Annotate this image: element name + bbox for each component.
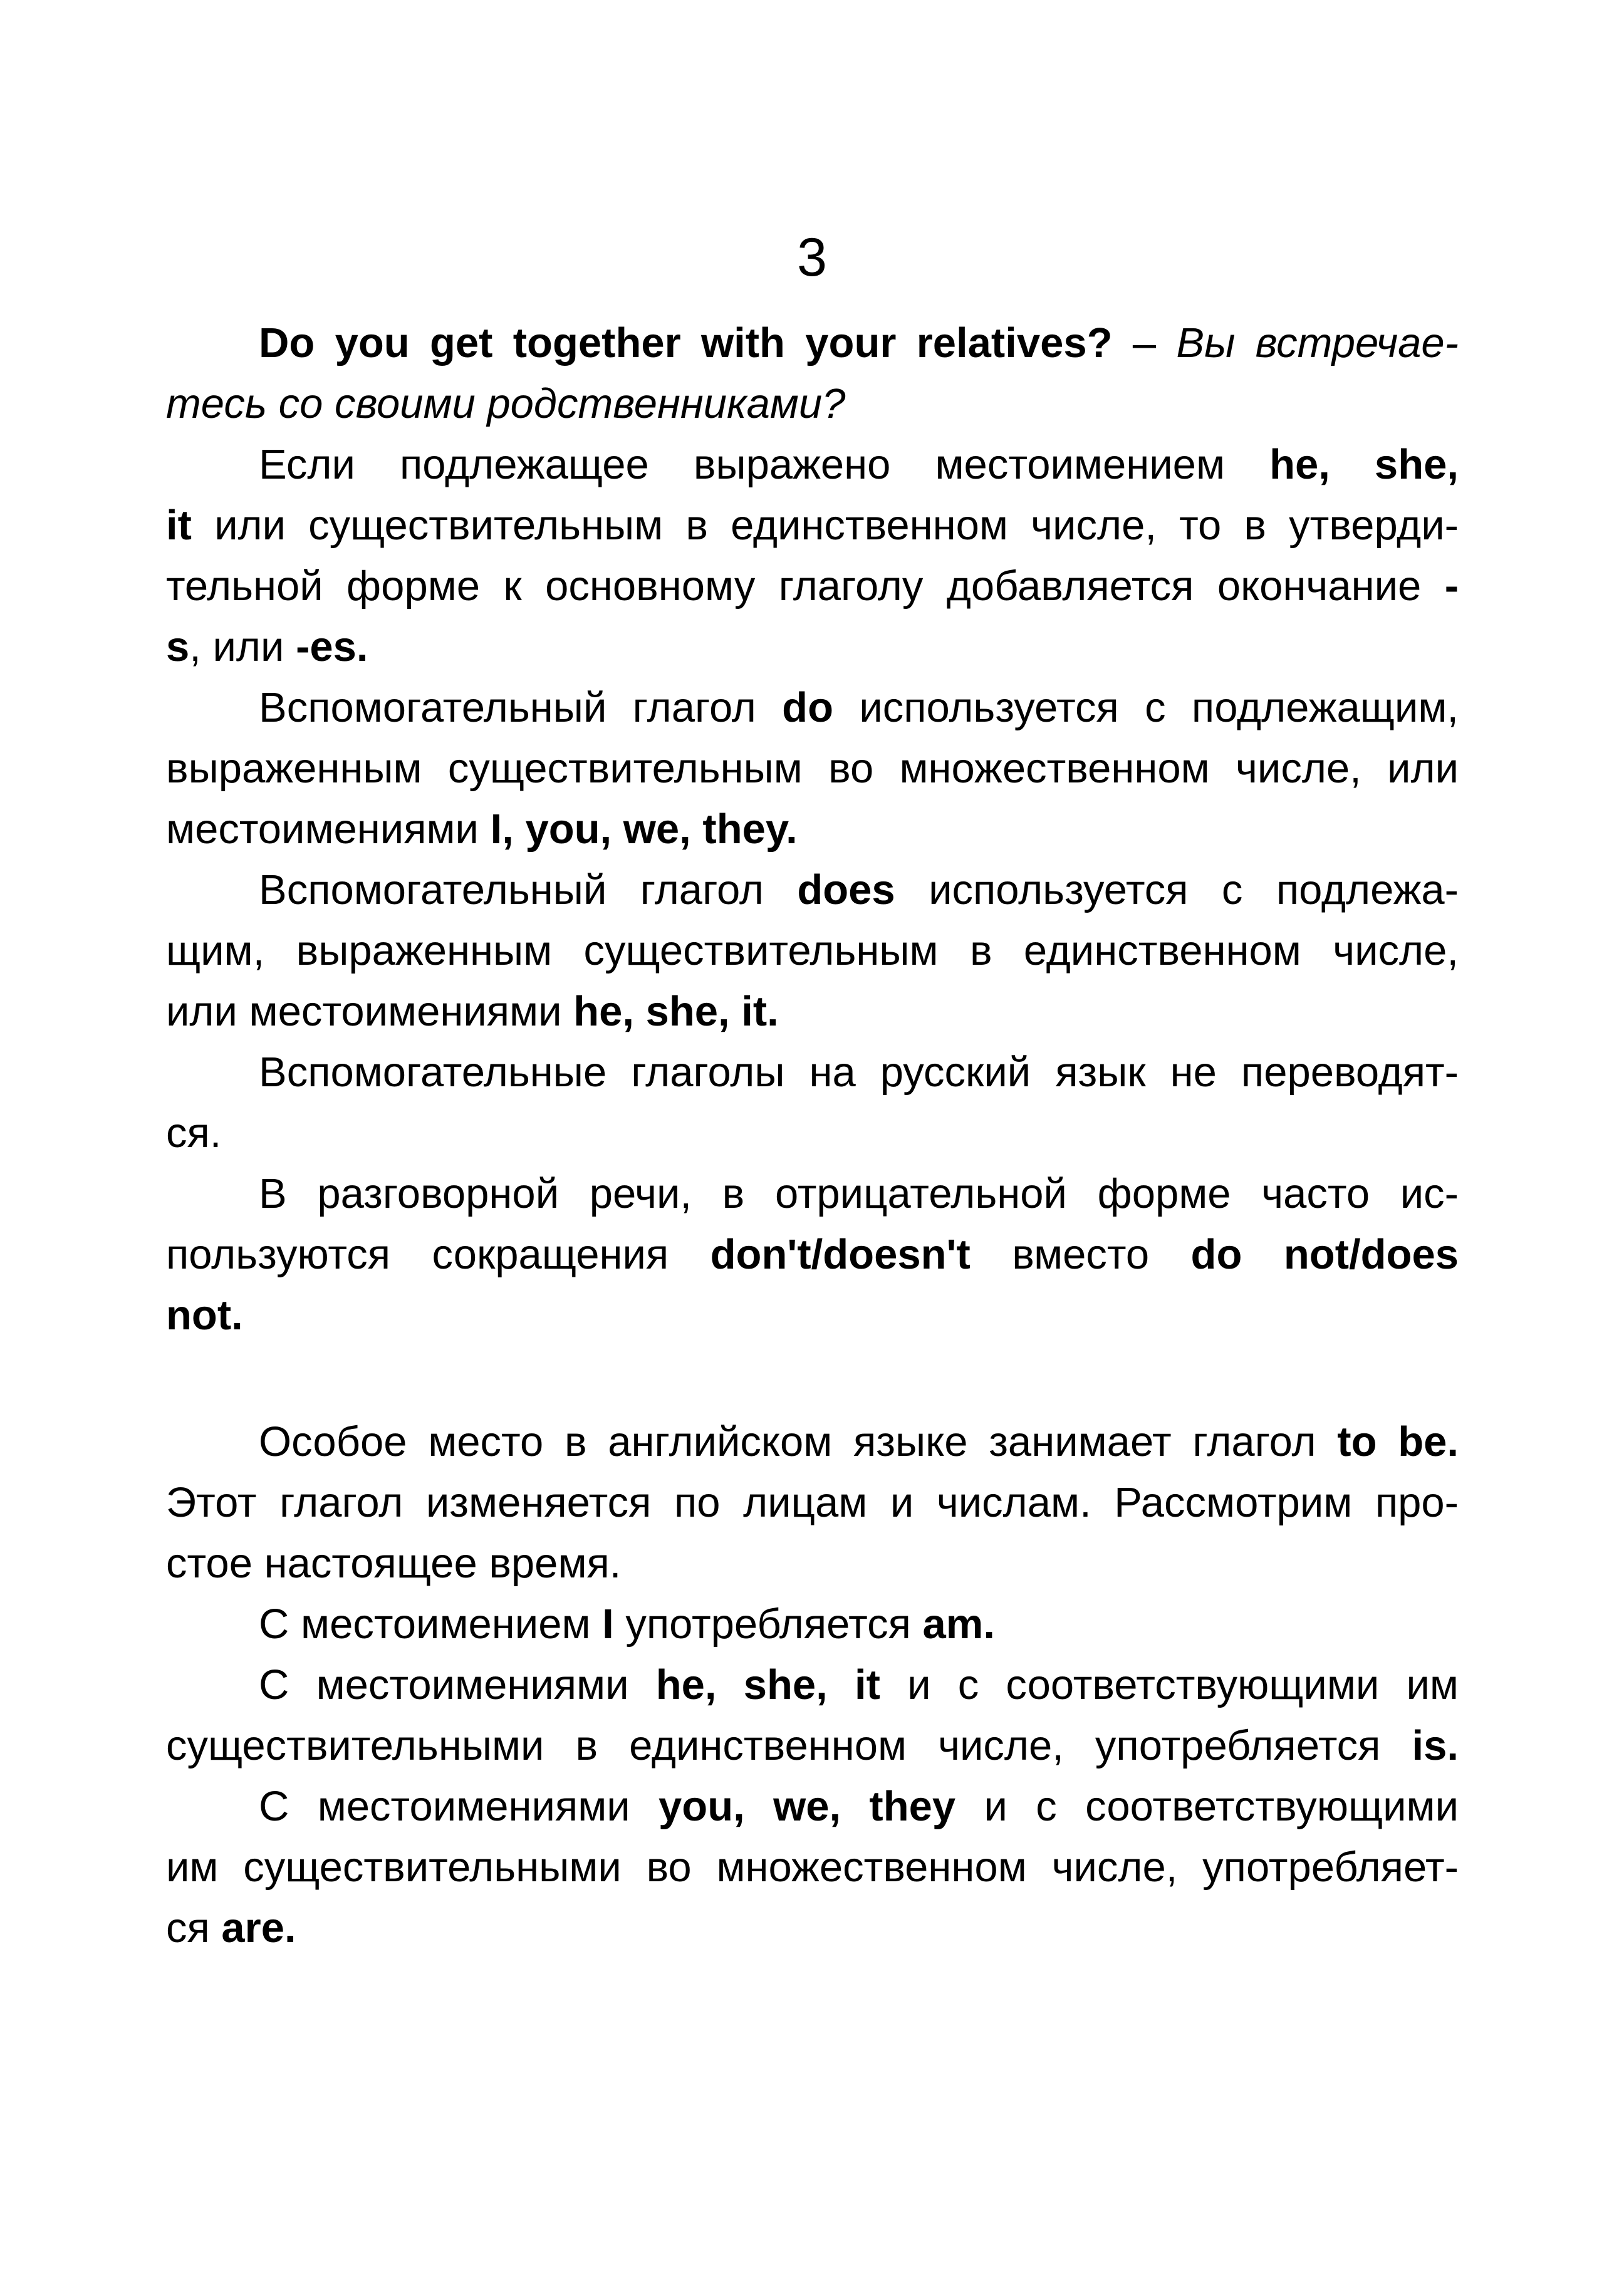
paragraph: [166, 1776, 1459, 1958]
text-segment: ся.: [166, 1109, 222, 1156]
text-segment: Вспомогательный глагол: [259, 684, 783, 731]
text-line: [166, 1411, 1459, 1472]
text-line: [166, 1654, 1459, 1715]
text-segment: is.: [1412, 1722, 1459, 1769]
text-segment: Вспомогательный глагол: [259, 866, 798, 913]
text-line: [166, 1163, 1459, 1224]
text-segment: С местоимением: [259, 1601, 603, 1648]
text-line: [166, 495, 1459, 556]
text-segment: to be.: [1337, 1418, 1459, 1465]
paragraph: [166, 313, 1459, 434]
text-line: [166, 313, 1459, 373]
text-line: [166, 1533, 1459, 1594]
paragraph: [166, 1411, 1459, 1594]
text-segment: местоимениями: [166, 806, 491, 853]
paragraph: [166, 1042, 1459, 1163]
text-segment: am.: [922, 1601, 995, 1648]
text-segment: стое настоящее время.: [166, 1540, 622, 1587]
text-line: [166, 616, 1459, 677]
text-line: [166, 1837, 1459, 1898]
text-line: [166, 677, 1459, 738]
text-segment: -: [1444, 563, 1459, 610]
paragraph: [166, 1654, 1459, 1776]
text-segment: Если подлежащее выражено местоимением: [259, 441, 1270, 488]
text-segment: not.: [166, 1292, 243, 1339]
text-segment: Do you get together with your relatives?: [259, 319, 1113, 366]
text-segment: пользуются сокращения: [166, 1231, 710, 1278]
text-segment: вместо: [970, 1231, 1191, 1278]
text-line: [166, 1594, 1459, 1654]
text-segment: do: [782, 684, 834, 731]
paragraph: [166, 434, 1459, 677]
text-line: [166, 1224, 1459, 1285]
text-line: [166, 556, 1459, 616]
text-segment: do not/does: [1190, 1231, 1459, 1278]
text-segment: С местоимениями: [259, 1783, 659, 1830]
text-segment: Вы встречае-: [1176, 319, 1459, 366]
text-segment: и с соответствующими им: [880, 1661, 1459, 1708]
text-line: [166, 920, 1459, 981]
text-segment: щим, выраженным существительным в единственном числе,: [166, 927, 1459, 974]
text-segment: им существительными во множественном числе, употребляет-: [166, 1844, 1459, 1891]
text-segment: does: [797, 866, 895, 913]
text-line: [166, 799, 1459, 860]
text-segment: тесь со своими родственниками?: [166, 380, 846, 427]
text-segment: существительными в единственном числе, употребляется: [166, 1722, 1412, 1769]
paragraph: [166, 1163, 1459, 1346]
text-segment: I: [602, 1601, 614, 1648]
text-segment: или существительным в единственном числе, то в утверди-: [191, 502, 1459, 549]
text-line: [166, 1285, 1459, 1346]
text-line: [166, 373, 1459, 434]
text-block: [166, 313, 1459, 1958]
text-segment: -es.: [296, 623, 368, 670]
text-segment: he, she,: [1269, 441, 1459, 488]
text-segment: тельной форме к основному глаголу добавляется окончание: [166, 563, 1445, 610]
text-segment: С местоимениями: [259, 1661, 656, 1708]
text-segment: употребляется: [613, 1601, 923, 1648]
text-segment: he, she, it: [655, 1661, 880, 1708]
text-segment: выраженным существительным во множественном числе, или: [166, 745, 1459, 792]
paragraph: [166, 1594, 1459, 1654]
text-segment: или местоимениями: [166, 988, 574, 1035]
text-line: [166, 1103, 1459, 1163]
text-segment: he, she, it.: [573, 988, 779, 1035]
text-line: [166, 1472, 1459, 1533]
paragraph: [166, 677, 1459, 860]
text-segment: Этот глагол изменяется по лицам и числам. Рассмотрим про-: [166, 1479, 1459, 1526]
text-segment: you, we, they: [658, 1783, 956, 1830]
text-segment: используется с подлежа-: [895, 866, 1459, 913]
text-segment: и с соответствующими: [955, 1783, 1459, 1830]
text-segment: are.: [221, 1904, 296, 1951]
text-line: [166, 1898, 1459, 1958]
text-segment: s: [166, 623, 190, 670]
text-segment: I, you, we, they.: [490, 806, 798, 853]
text-line: [166, 1776, 1459, 1837]
text-segment: В разговорной речи, в отрицательной форме часто ис-: [259, 1170, 1459, 1217]
text-line: [166, 434, 1459, 495]
text-segment: don't/doesn't: [710, 1231, 971, 1278]
text-line: [166, 981, 1459, 1042]
text-segment: it: [166, 502, 192, 549]
text-line: [166, 860, 1459, 920]
text-line: [166, 1042, 1459, 1103]
page-number: 3: [797, 227, 827, 288]
text-segment: –: [1112, 319, 1177, 366]
text-line: [166, 738, 1459, 799]
text-segment: используется с подлежащим,: [833, 684, 1459, 731]
text-segment: Вспомогательные глаголы на русский язык не переводят-: [259, 1049, 1459, 1096]
text-segment: ся: [166, 1904, 222, 1951]
text-segment: , или: [189, 623, 296, 670]
paragraph: [166, 860, 1459, 1042]
text-segment: Особое место в английском языке занимает глагол: [259, 1418, 1338, 1465]
text-line: [166, 1715, 1459, 1776]
